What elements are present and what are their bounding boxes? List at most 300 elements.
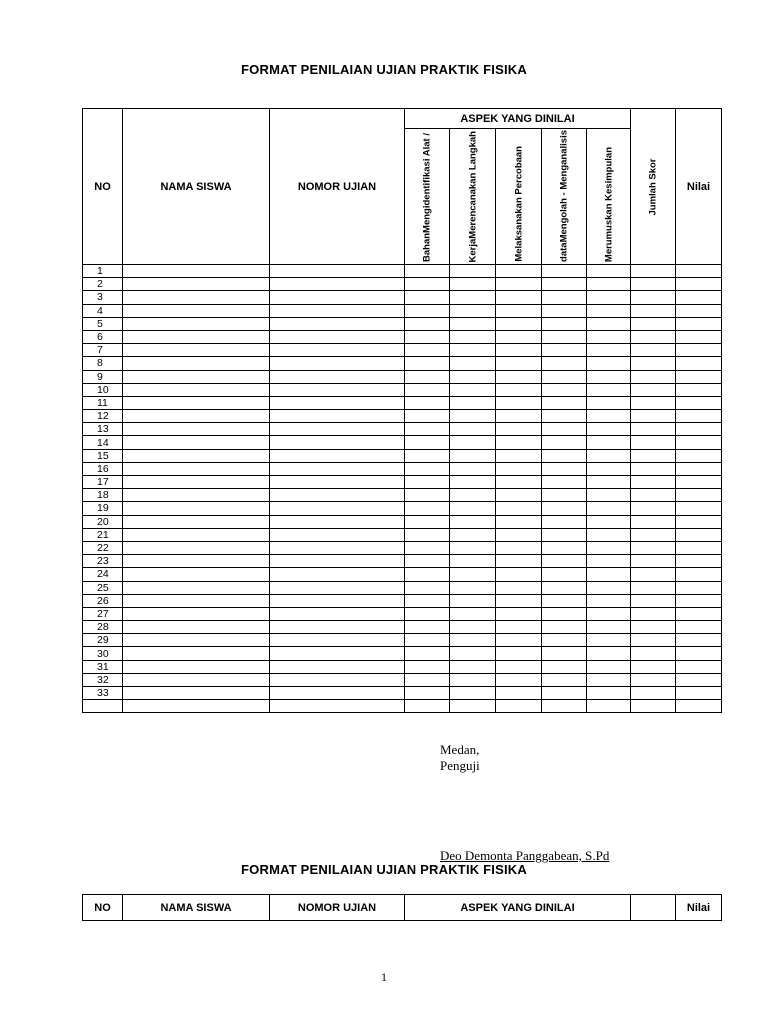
table-row	[83, 410, 722, 423]
table-cell	[405, 278, 450, 291]
row-number: 26	[83, 594, 123, 607]
table-cell	[405, 396, 450, 409]
table-cell	[631, 410, 676, 423]
table-cell	[405, 449, 450, 462]
table-cell	[631, 502, 676, 515]
table-cell	[587, 515, 631, 528]
table-cell	[587, 423, 631, 436]
table-cell	[405, 462, 450, 475]
row-number: 11	[83, 396, 123, 409]
table-cell	[631, 555, 676, 568]
table-cell	[270, 700, 405, 713]
row-number: 10	[83, 383, 123, 396]
row-number: 20	[83, 515, 123, 528]
header-aspect-4	[542, 129, 587, 265]
table-cell	[542, 304, 587, 317]
table-row	[83, 594, 722, 607]
table-cell	[676, 673, 722, 686]
row-number: 30	[83, 647, 123, 660]
table-cell	[270, 515, 405, 528]
table-row	[83, 555, 722, 568]
header-aspek: ASPEK YANG DINILAI	[405, 109, 631, 129]
header-jumlah-skor	[631, 109, 676, 265]
table-cell	[676, 344, 722, 357]
table-cell	[631, 687, 676, 700]
table-cell	[631, 568, 676, 581]
table-cell	[123, 383, 270, 396]
table-cell	[496, 568, 542, 581]
table-cell	[587, 581, 631, 594]
table-cell	[676, 515, 722, 528]
aspect-label: BahanMengidentifikasi Alat /	[421, 133, 433, 262]
table-cell	[542, 370, 587, 383]
header-aspect-1	[405, 129, 450, 265]
table-cell	[496, 291, 542, 304]
table-cell	[405, 344, 450, 357]
table-cell	[631, 489, 676, 502]
table-cell	[123, 278, 270, 291]
table-cell	[123, 423, 270, 436]
table-row	[83, 541, 722, 554]
row-number: 29	[83, 634, 123, 647]
table-cell	[542, 660, 587, 673]
table-cell	[405, 317, 450, 330]
table-cell	[587, 700, 631, 713]
row-number: 18	[83, 489, 123, 502]
table-cell	[676, 357, 722, 370]
table-cell	[676, 462, 722, 475]
table-cell	[676, 687, 722, 700]
table-cell	[405, 568, 450, 581]
table-cell	[587, 660, 631, 673]
table-row	[83, 621, 722, 634]
table-cell	[631, 304, 676, 317]
table-cell	[270, 423, 405, 436]
table-row	[83, 607, 722, 620]
table-cell	[587, 621, 631, 634]
table-cell	[450, 278, 496, 291]
table-cell	[123, 541, 270, 554]
table-row	[83, 462, 722, 475]
table-row	[83, 330, 722, 343]
table-cell	[405, 700, 450, 713]
header-nilai: Nilai	[676, 109, 722, 265]
header-no: NO	[83, 895, 123, 921]
table-cell	[123, 396, 270, 409]
table-cell	[676, 581, 722, 594]
table-cell	[542, 344, 587, 357]
table-cell	[676, 383, 722, 396]
table-row	[83, 396, 722, 409]
header-no: NO	[83, 109, 123, 265]
table-cell	[405, 673, 450, 686]
table-row	[83, 660, 722, 673]
table-cell	[123, 528, 270, 541]
table-cell	[676, 594, 722, 607]
table-cell	[542, 502, 587, 515]
table-cell	[405, 555, 450, 568]
table-cell	[270, 528, 405, 541]
table-cell	[542, 330, 587, 343]
table-cell	[123, 370, 270, 383]
table-row	[83, 673, 722, 686]
table-cell	[496, 607, 542, 620]
table-cell	[123, 449, 270, 462]
table-row	[83, 476, 722, 489]
document-title: FORMAT PENILAIAN UJIAN PRAKTIK FISIKA	[241, 62, 527, 77]
table-cell	[542, 317, 587, 330]
table-cell	[496, 476, 542, 489]
table-cell	[587, 607, 631, 620]
table-cell	[123, 634, 270, 647]
table-cell	[496, 502, 542, 515]
table-cell	[496, 687, 542, 700]
row-number: 13	[83, 423, 123, 436]
table-cell	[496, 515, 542, 528]
table-cell	[496, 396, 542, 409]
table-cell	[542, 607, 587, 620]
table-cell	[631, 330, 676, 343]
table-cell	[405, 502, 450, 515]
table-cell	[270, 396, 405, 409]
table-cell	[450, 647, 496, 660]
table-cell	[542, 687, 587, 700]
aspect-label: Melaksanakan Percobaan	[513, 146, 524, 262]
table-cell	[496, 423, 542, 436]
row-number: 5	[83, 317, 123, 330]
table-cell	[496, 660, 542, 673]
table-cell	[270, 370, 405, 383]
row-number: 9	[83, 370, 123, 383]
row-number: 12	[83, 410, 123, 423]
table-cell	[405, 607, 450, 620]
table-cell	[405, 581, 450, 594]
table-row	[83, 423, 722, 436]
table-cell	[405, 647, 450, 660]
table-cell	[496, 700, 542, 713]
table-cell	[496, 357, 542, 370]
assessment-table-2	[82, 894, 722, 921]
table-cell	[631, 700, 676, 713]
table-cell	[496, 265, 542, 278]
table-cell	[123, 673, 270, 686]
table-cell	[496, 370, 542, 383]
table-cell	[405, 357, 450, 370]
table-cell	[542, 568, 587, 581]
table-cell	[450, 687, 496, 700]
table-cell	[123, 344, 270, 357]
table-cell	[542, 291, 587, 304]
row-number: 25	[83, 581, 123, 594]
table-cell	[270, 357, 405, 370]
table-cell	[450, 317, 496, 330]
table-cell	[542, 515, 587, 528]
table-cell	[270, 344, 405, 357]
table-cell	[587, 278, 631, 291]
table-cell	[542, 436, 587, 449]
table-cell	[123, 581, 270, 594]
table-cell	[450, 594, 496, 607]
table-cell	[270, 660, 405, 673]
table-cell	[587, 462, 631, 475]
table-row	[83, 647, 722, 660]
header-aspek: ASPEK YANG DINILAI	[405, 895, 631, 921]
row-number: 16	[83, 462, 123, 475]
table-cell	[270, 449, 405, 462]
table-cell	[450, 291, 496, 304]
table-cell	[450, 423, 496, 436]
table-cell	[270, 621, 405, 634]
table-cell	[270, 607, 405, 620]
table-cell	[542, 489, 587, 502]
table-cell	[270, 687, 405, 700]
table-cell	[450, 660, 496, 673]
table-cell	[123, 607, 270, 620]
table-cell	[631, 528, 676, 541]
table-cell	[542, 647, 587, 660]
table-cell	[676, 396, 722, 409]
table-cell	[542, 462, 587, 475]
table-cell	[542, 278, 587, 291]
table-cell	[123, 304, 270, 317]
table-cell	[631, 278, 676, 291]
table-row	[83, 291, 722, 304]
table-cell	[450, 528, 496, 541]
table-cell	[450, 700, 496, 713]
row-number: 15	[83, 449, 123, 462]
table-cell	[270, 436, 405, 449]
table-cell	[123, 647, 270, 660]
aspect-label: KerjaMerencanakan Langkah	[467, 130, 478, 262]
table-cell	[270, 265, 405, 278]
table-body	[83, 265, 722, 713]
table-cell	[587, 291, 631, 304]
row-number: 6	[83, 330, 123, 343]
table-cell	[676, 278, 722, 291]
table-cell	[496, 594, 542, 607]
table-cell	[496, 330, 542, 343]
table-cell	[631, 291, 676, 304]
table-cell	[542, 449, 587, 462]
table-cell	[496, 634, 542, 647]
table-cell	[496, 449, 542, 462]
table-cell	[450, 462, 496, 475]
table-cell	[587, 489, 631, 502]
table-cell	[631, 581, 676, 594]
table-cell	[676, 449, 722, 462]
table-cell	[450, 541, 496, 554]
table-cell	[450, 515, 496, 528]
table-cell	[123, 462, 270, 475]
table-cell	[123, 436, 270, 449]
table-cell	[450, 476, 496, 489]
table-cell	[587, 436, 631, 449]
table-cell	[587, 568, 631, 581]
table-cell	[587, 687, 631, 700]
assessment-table	[82, 108, 722, 713]
table-cell	[405, 541, 450, 554]
table-row	[83, 489, 722, 502]
table-cell	[123, 621, 270, 634]
table-cell	[631, 594, 676, 607]
table-cell	[270, 581, 405, 594]
table-cell	[676, 436, 722, 449]
table-cell	[587, 502, 631, 515]
table-cell	[676, 317, 722, 330]
table-cell	[450, 357, 496, 370]
table-cell	[405, 423, 450, 436]
page-number: 1	[381, 970, 387, 984]
table-cell	[587, 344, 631, 357]
table-cell	[270, 489, 405, 502]
table-row	[83, 449, 722, 462]
table-cell	[405, 265, 450, 278]
table-cell	[270, 594, 405, 607]
table-cell	[587, 647, 631, 660]
table-row	[83, 436, 722, 449]
row-number: 1	[83, 265, 123, 278]
table-cell	[450, 607, 496, 620]
table-cell	[587, 396, 631, 409]
table-cell	[631, 317, 676, 330]
table-cell	[270, 634, 405, 647]
table-cell	[123, 476, 270, 489]
table-cell	[587, 357, 631, 370]
table-cell	[405, 528, 450, 541]
table-cell	[676, 476, 722, 489]
table-cell	[270, 383, 405, 396]
table-cell	[450, 634, 496, 647]
row-number: 4	[83, 304, 123, 317]
table-cell	[270, 462, 405, 475]
table-cell	[405, 383, 450, 396]
table-cell	[123, 568, 270, 581]
table-cell	[123, 489, 270, 502]
header-nama-siswa: NAMA SISWA	[123, 895, 270, 921]
header-nomor-ujian: NOMOR UJIAN	[270, 109, 405, 265]
row-number: 22	[83, 541, 123, 554]
row-number: 31	[83, 660, 123, 673]
table-cell	[405, 515, 450, 528]
table-cell	[631, 476, 676, 489]
table-cell	[450, 673, 496, 686]
table-cell	[270, 541, 405, 554]
table-row	[83, 317, 722, 330]
header-empty	[631, 895, 676, 921]
table-cell	[405, 621, 450, 634]
table-row	[83, 581, 722, 594]
table-cell	[496, 278, 542, 291]
header-aspect-2	[450, 129, 496, 265]
table-cell	[450, 330, 496, 343]
table-row	[83, 265, 722, 278]
header-nama-siswa: NAMA SISWA	[123, 109, 270, 265]
table-cell	[270, 410, 405, 423]
table-cell	[587, 555, 631, 568]
table-row	[83, 344, 722, 357]
table-row	[83, 687, 722, 700]
table-cell	[631, 357, 676, 370]
table-cell	[676, 528, 722, 541]
table-cell	[676, 647, 722, 660]
table-cell	[405, 476, 450, 489]
table-cell	[270, 291, 405, 304]
table-cell	[496, 621, 542, 634]
row-number: 17	[83, 476, 123, 489]
aspect-label: Merumuskan Kesimpulan	[603, 146, 614, 262]
table-cell	[123, 410, 270, 423]
table-cell	[405, 660, 450, 673]
table-cell	[496, 581, 542, 594]
table-row	[83, 528, 722, 541]
row-number: 33	[83, 687, 123, 700]
table-cell	[270, 568, 405, 581]
table-cell	[631, 621, 676, 634]
table-cell	[405, 634, 450, 647]
table-cell	[631, 423, 676, 436]
header-aspect-3	[496, 129, 542, 265]
table-cell	[676, 410, 722, 423]
table-cell	[496, 555, 542, 568]
table-cell	[496, 410, 542, 423]
table-cell	[542, 594, 587, 607]
table-row	[83, 357, 722, 370]
table-cell	[123, 317, 270, 330]
table-row	[83, 370, 722, 383]
table-cell	[631, 634, 676, 647]
table-cell	[676, 265, 722, 278]
table-cell	[631, 436, 676, 449]
table-cell	[676, 555, 722, 568]
table-cell	[450, 370, 496, 383]
table-cell	[270, 330, 405, 343]
table-cell	[676, 291, 722, 304]
table-cell	[123, 502, 270, 515]
table-cell	[631, 396, 676, 409]
table-cell	[270, 278, 405, 291]
table-row	[83, 304, 722, 317]
table-cell	[450, 621, 496, 634]
table-cell	[405, 304, 450, 317]
table-cell	[405, 687, 450, 700]
table-cell	[587, 634, 631, 647]
table-cell	[450, 265, 496, 278]
table-cell	[587, 317, 631, 330]
table-cell	[405, 410, 450, 423]
table-cell	[542, 634, 587, 647]
table-cell	[542, 581, 587, 594]
header-nomor-ujian: NOMOR UJIAN	[270, 895, 405, 921]
table-cell	[587, 449, 631, 462]
table-cell	[270, 502, 405, 515]
table-cell	[676, 370, 722, 383]
table-cell	[631, 541, 676, 554]
table-cell	[496, 489, 542, 502]
table-cell	[405, 370, 450, 383]
signature-role: Penguji	[440, 758, 480, 773]
table-cell	[450, 304, 496, 317]
table-cell	[496, 383, 542, 396]
row-number	[83, 700, 123, 713]
table-cell	[496, 304, 542, 317]
table-cell	[631, 383, 676, 396]
table-cell	[270, 673, 405, 686]
table-cell	[450, 489, 496, 502]
table-row	[83, 634, 722, 647]
table-cell	[496, 528, 542, 541]
table-cell	[542, 410, 587, 423]
table-cell	[587, 370, 631, 383]
